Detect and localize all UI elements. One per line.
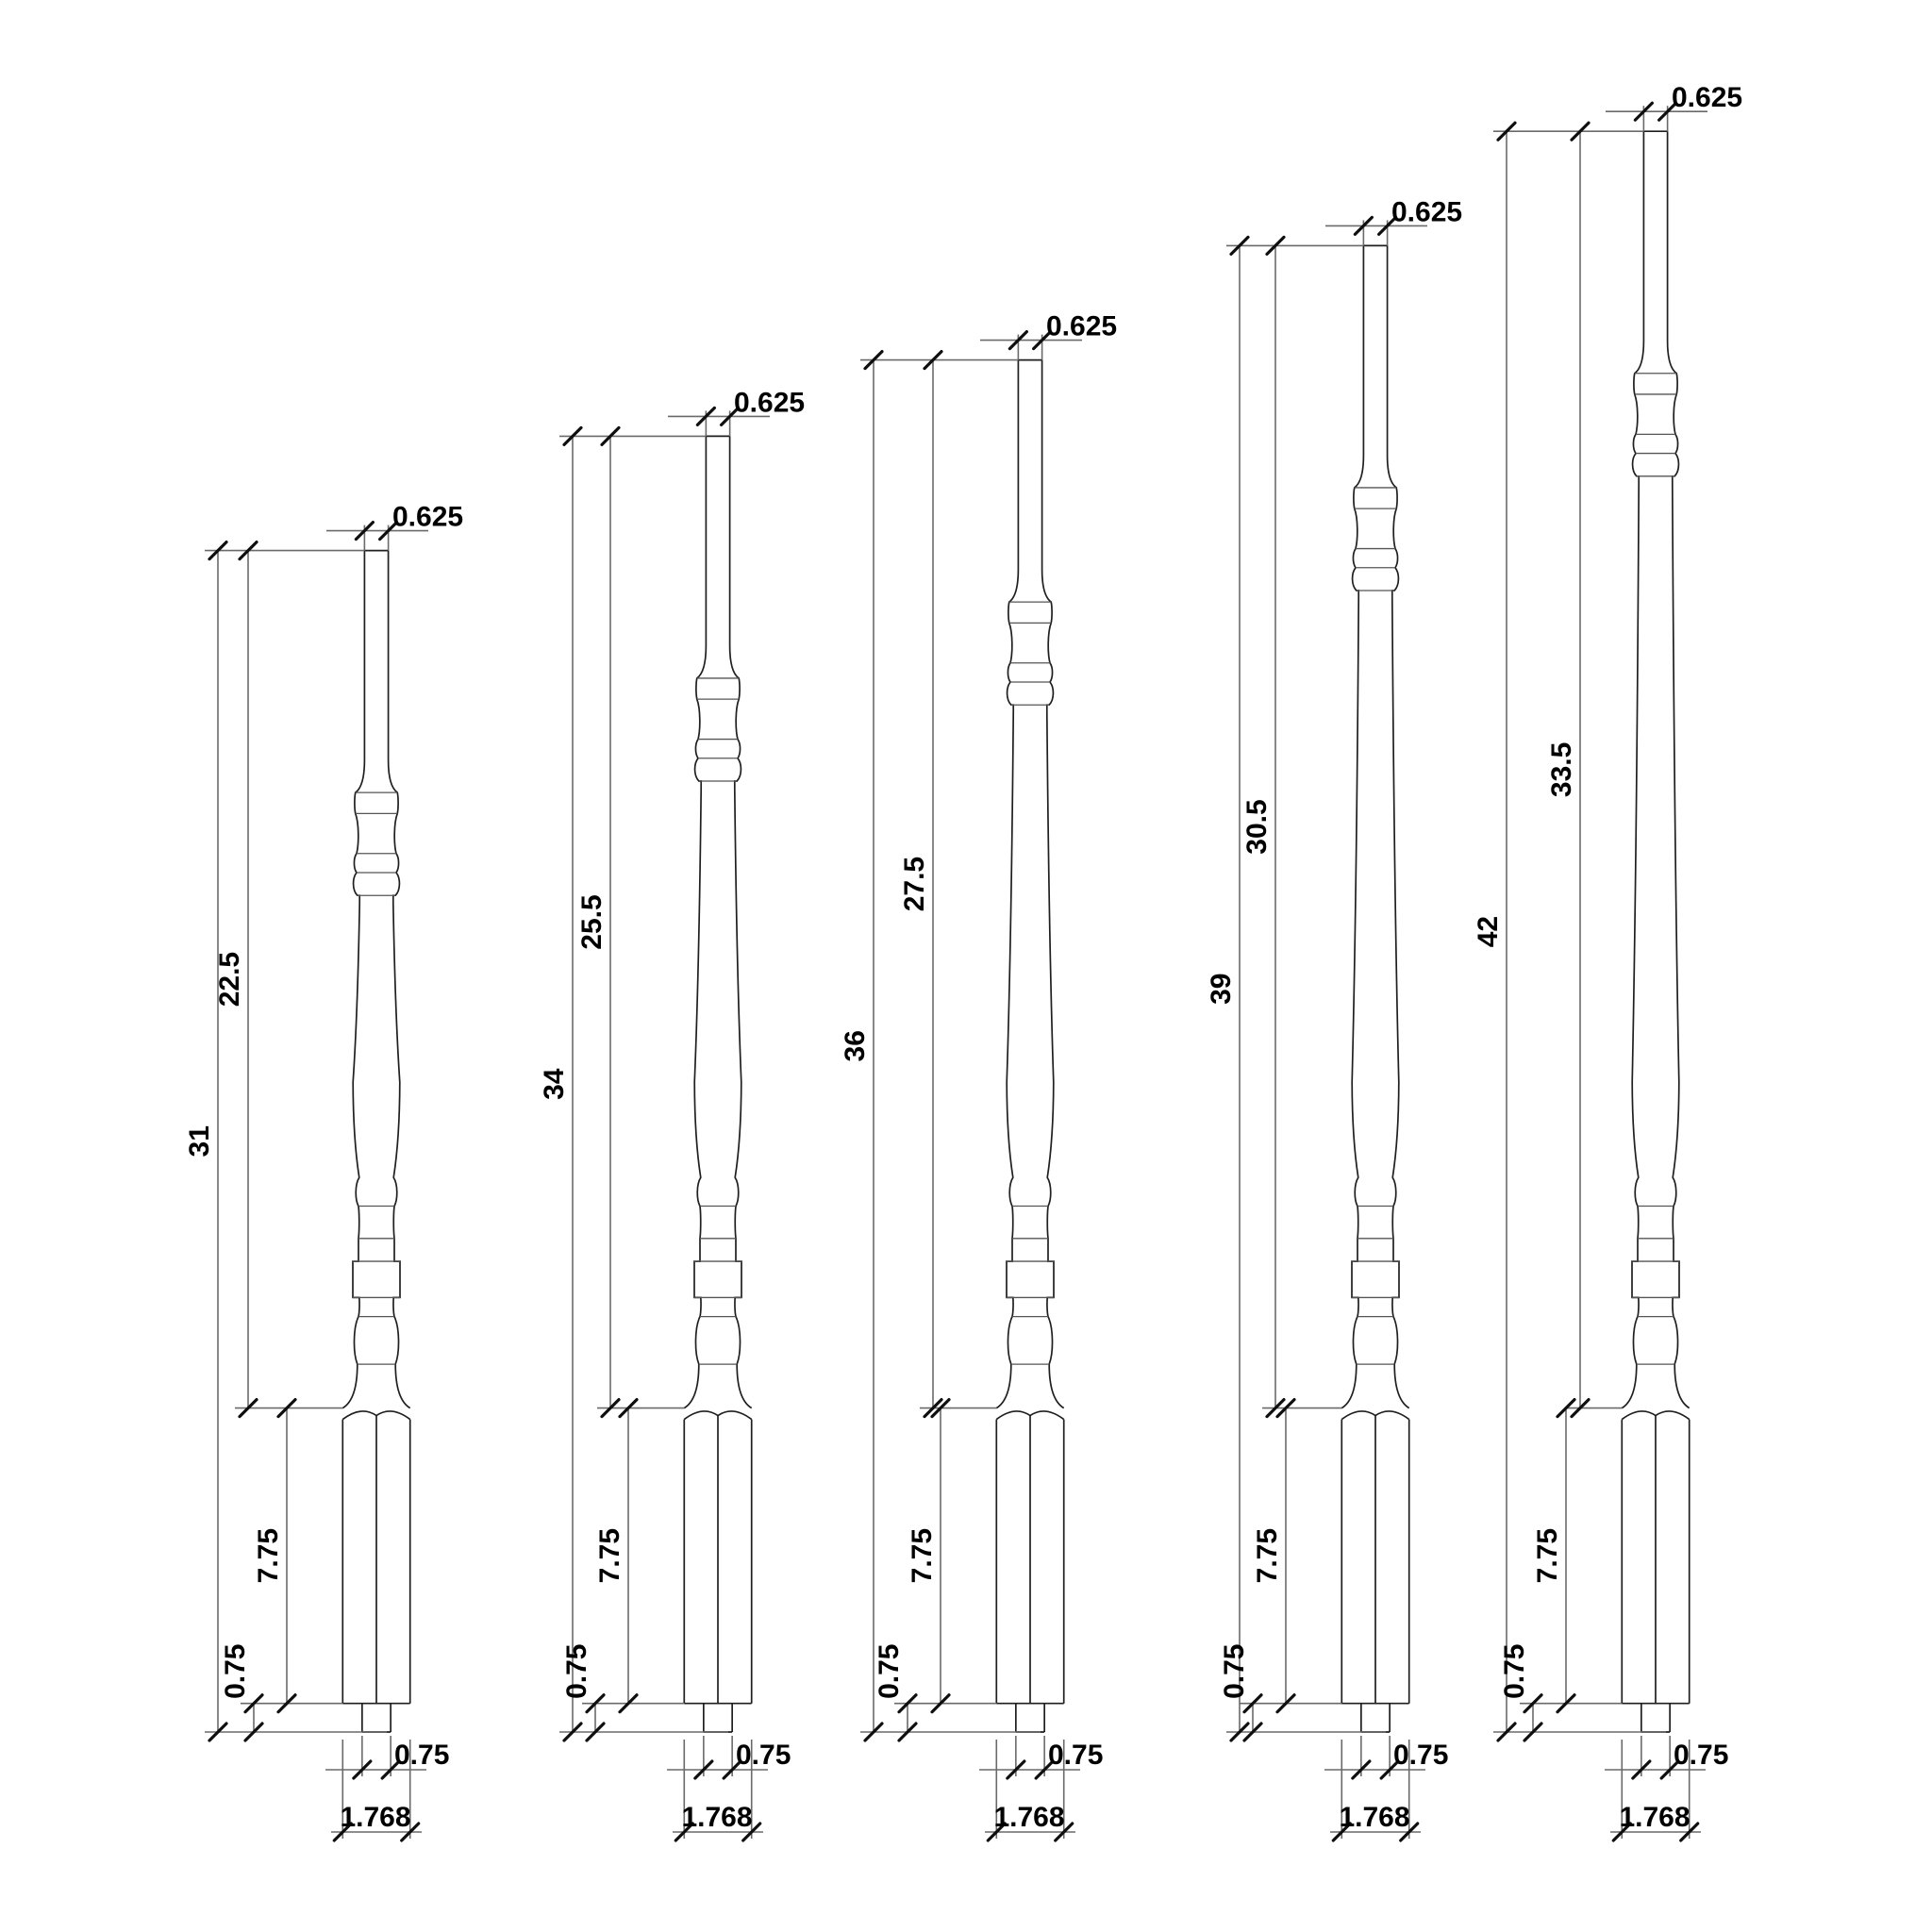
dim-pin-width-label: 0.75	[1393, 1740, 1449, 1771]
dim-overall-height-label: 42	[1473, 915, 1504, 948]
dim-top-diameter-label: 0.625	[1046, 310, 1118, 342]
dim-block-width-label: 1.768	[993, 1802, 1065, 1833]
dim-block-width-label: 1.768	[1339, 1802, 1410, 1833]
dim-block-width-label: 1.768	[1619, 1802, 1690, 1833]
dim-turned-length-label: 27.5	[899, 856, 930, 912]
dim-overall-height-label: 31	[184, 1125, 215, 1158]
dim-block-height-label: 7.75	[907, 1527, 938, 1584]
dim-pin-width-label: 0.75	[394, 1740, 450, 1771]
baluster-outline-left	[684, 436, 706, 1407]
baluster-31	[184, 502, 463, 1840]
dim-overall-height-label: 36	[840, 1030, 871, 1062]
turned-profile	[342, 551, 409, 1408]
square-block	[342, 1411, 409, 1704]
baluster-outline-left	[342, 551, 364, 1408]
baluster-outline-left	[1622, 131, 1643, 1407]
square-block	[684, 1411, 751, 1704]
baluster-outline-right	[1388, 245, 1409, 1407]
dim-pin-height-label: 0.75	[561, 1643, 592, 1699]
dowel-pin	[1361, 1704, 1390, 1732]
square-block	[996, 1411, 1063, 1704]
dim-block-height-label: 7.75	[594, 1527, 625, 1584]
dim-block-height-label: 7.75	[253, 1527, 284, 1584]
dim-turned-length-label: 33.5	[1546, 741, 1577, 798]
dim-block-width-label: 1.768	[340, 1802, 411, 1833]
dim-pin-height-label: 0.75	[874, 1643, 905, 1699]
dim-block-height-label: 7.75	[1252, 1527, 1283, 1584]
dim-pin-height-label: 0.75	[1499, 1643, 1530, 1699]
baluster-34	[539, 387, 805, 1840]
dim-top-diameter-label: 0.625	[1672, 82, 1743, 114]
dim-pin-height-label: 0.75	[220, 1643, 251, 1699]
square-block	[1341, 1411, 1408, 1704]
dim-pin-height-label: 0.75	[1219, 1643, 1250, 1699]
dim-block-width-label: 1.768	[681, 1802, 753, 1833]
dim-block-height-label: 7.75	[1532, 1527, 1563, 1584]
dowel-pin	[1641, 1704, 1670, 1732]
turned-profile	[1341, 245, 1408, 1407]
baluster-outline-left	[1341, 245, 1363, 1407]
baluster-outline-right	[730, 436, 752, 1407]
dim-top-diameter-label: 0.625	[734, 387, 806, 419]
baluster-outline-left	[996, 360, 1018, 1408]
baluster-39	[1206, 196, 1462, 1840]
dim-top-diameter-label: 0.625	[392, 501, 464, 533]
dimensions	[539, 387, 805, 1840]
dim-overall-height-label: 39	[1206, 973, 1237, 1005]
dimensions	[1473, 82, 1742, 1840]
square-block	[1622, 1411, 1689, 1704]
dim-turned-length-label: 25.5	[576, 894, 608, 950]
dim-top-diameter-label: 0.625	[1391, 196, 1463, 228]
dowel-pin	[704, 1704, 732, 1732]
turned-profile	[996, 360, 1063, 1408]
baluster-42	[1473, 82, 1742, 1840]
dim-pin-width-label: 0.75	[1048, 1740, 1104, 1771]
dowel-pin	[1016, 1704, 1044, 1732]
dimensions	[184, 502, 463, 1840]
baluster-outline-right	[1042, 360, 1064, 1408]
dimensions	[840, 311, 1117, 1840]
dimensions	[1206, 196, 1462, 1840]
turned-profile	[1622, 131, 1689, 1407]
baluster-outline-right	[1668, 131, 1690, 1407]
dowel-pin	[362, 1704, 391, 1732]
dim-overall-height-label: 34	[539, 1068, 570, 1100]
baluster-36	[840, 311, 1117, 1840]
turned-profile	[684, 436, 751, 1407]
dim-pin-width-label: 0.75	[1674, 1740, 1729, 1771]
dim-pin-width-label: 0.75	[736, 1740, 791, 1771]
dim-turned-length-label: 22.5	[214, 951, 245, 1008]
baluster-outline-right	[389, 551, 410, 1408]
dim-turned-length-label: 30.5	[1241, 799, 1273, 855]
